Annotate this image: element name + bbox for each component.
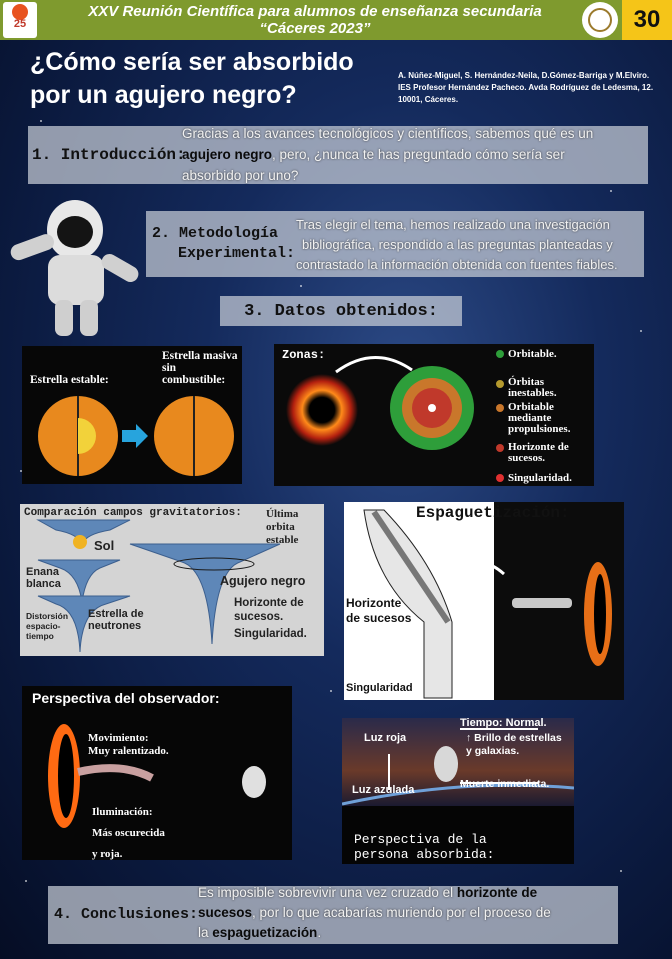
distortion-label: Distorsión espacio-tiempo — [26, 611, 69, 641]
intro-heading: 1. Introducción: — [32, 146, 186, 164]
sun-icon — [73, 535, 87, 549]
conclusions-section — [48, 886, 618, 944]
conference-logo — [3, 2, 37, 38]
absorbed-caption-line1: Perspectiva de la — [354, 832, 487, 847]
method-heading-line2: Experimental: — [178, 245, 296, 262]
stretched-astronaut — [512, 598, 572, 608]
spaghettification-panel — [344, 502, 624, 700]
absorbed-caption-line2: persona absorbida: — [354, 847, 495, 862]
absorbed-caption — [354, 832, 494, 862]
header-title-line1: XXV Reunión Científica para alumnos de enseñanza secundaria — [88, 3, 542, 20]
poster-title — [30, 46, 395, 112]
observer-illumination-value1: Más oscurecida — [92, 827, 165, 839]
zone-item-1: Orbitable. — [508, 348, 557, 360]
observer-illumination-value2: y roja. — [92, 848, 123, 860]
intro-text — [182, 123, 648, 186]
observer-astronaut — [242, 766, 266, 798]
method-section — [146, 211, 644, 277]
zone-item-5: Singularidad. — [508, 472, 572, 484]
header-title-line2: “Cáceres 2023” — [259, 20, 371, 37]
conclusions-heading: 4. Conclusiones: — [54, 906, 199, 923]
conclusions-text-a: Es imposible sobrevivir una vez cruzado el — [198, 885, 454, 900]
authors-line1: A. Núñez-Miguel, S. Hernández-Neila, D.Gómez-Barriga y M.Elviro. — [398, 71, 650, 80]
method-heading — [152, 224, 295, 264]
poster-number-badge: 30 — [622, 0, 672, 40]
blue-light-label: Luz azulada — [352, 784, 415, 796]
intro-text-c: absorbido por uno? — [182, 168, 299, 183]
data-heading: 3. Datos obtenidos: — [244, 302, 438, 321]
red-light-label: Luz roja — [364, 732, 407, 744]
last-orbit-label: Última orbita estable — [266, 508, 299, 546]
gravity-title: Comparación campos gravitatorios: — [24, 507, 242, 519]
death-label: Muerte inmediata. — [460, 778, 550, 790]
observer-movement — [88, 732, 169, 758]
black-hole-image — [286, 374, 358, 446]
zone-item-2: Órbitas inestables. — [508, 376, 557, 399]
intro-text-a: Gracias a los avances tecnológicos y científicos, sabemos qué es un — [182, 126, 594, 141]
observer-title: Perspectiva del observador: — [32, 690, 220, 706]
white-dwarf-label: Enana blanca — [26, 566, 61, 590]
intro-section — [28, 126, 648, 184]
conclusions-text-b: , por lo que acabarías muriendo por el proceso de — [252, 905, 551, 920]
observer-illumination — [92, 802, 165, 860]
authors-line2: IES Profesor Hernández Pacheco. Avda Rodríguez de Ledesma, 12. — [398, 83, 654, 92]
conclusions-bold-a: horizonte de — [456, 885, 538, 900]
stellar-collapse-panel — [22, 346, 242, 484]
curved-arrow-icon — [336, 357, 412, 372]
title-line2: por un agujero negro? — [30, 81, 297, 109]
spag-singularity-label: Singularidad — [346, 682, 413, 694]
sol-label: Sol — [94, 538, 115, 553]
authors-block — [398, 70, 670, 106]
zones-panel — [274, 344, 594, 486]
gravity-comparison-panel — [20, 504, 324, 656]
observer-movement-label: Movimiento: — [88, 732, 149, 744]
method-heading-line1: 2. Metodología — [152, 225, 279, 242]
intro-bold-term: agujero negro — [182, 147, 273, 162]
black-hole-label: Agujero negro — [220, 574, 306, 588]
massive-star-label: Estrella masiva sin combustible: — [162, 350, 238, 386]
event-horizon-label: Horizonte de sucesos. — [234, 597, 304, 623]
absorbed-perspective-panel — [342, 718, 574, 864]
neutron-star-label: Estrella de neutrones — [88, 608, 144, 632]
conclusions-bold-b: sucesos — [198, 905, 253, 920]
conclusions-text-c: la — [198, 925, 209, 940]
astronaut-illustration — [0, 190, 145, 340]
time-label: Tiempo: Normal. — [460, 718, 547, 729]
method-text-a: Tras elegir el tema, hemos realizado una investigación — [296, 217, 610, 232]
zone-item-4: Horizonte de sucesos. — [508, 441, 569, 464]
conclusions-text — [198, 883, 618, 943]
spaghettification-title: Espaguetización: — [416, 504, 570, 522]
method-text-b: bibliográfica, respondido a las preguntas planteadas y — [302, 237, 613, 252]
zone-item-3: Orbitable mediante propulsiones. — [508, 401, 571, 435]
zones-title: Zonas: — [282, 348, 326, 362]
absorbed-astronaut — [434, 746, 458, 782]
conclusions-text-end: . — [317, 925, 322, 940]
observer-perspective-panel — [22, 686, 292, 860]
header-bar — [0, 0, 672, 40]
data-heading-box — [220, 296, 462, 326]
arrow-right-icon — [122, 424, 148, 448]
stable-star-label: Estrella estable: — [30, 374, 109, 386]
brightness-label: ↑ Brillo de estrellas y galaxias. — [466, 732, 562, 757]
logo-number: 25 — [13, 18, 27, 30]
observer-illumination-label: Iluminación: — [92, 806, 153, 818]
observer-movement-value: Muy ralentizado. — [88, 745, 169, 757]
seal-logo-icon — [582, 2, 618, 38]
spag-horizon-label: Horizonte de sucesos — [346, 596, 412, 625]
method-text — [296, 215, 641, 275]
title-line1: ¿Cómo sería ser absorbido — [30, 48, 354, 76]
authors-line3: 10001, Cáceres. — [398, 95, 459, 104]
conclusions-bold-c: espaguetización — [212, 925, 318, 940]
method-text-c: contrastado la información obtenida con fuentes fiables. — [296, 257, 618, 272]
intro-text-b: , pero, ¿nunca te has preguntado cómo sería ser — [272, 147, 565, 162]
singularity-label: Singularidad. — [234, 628, 307, 640]
